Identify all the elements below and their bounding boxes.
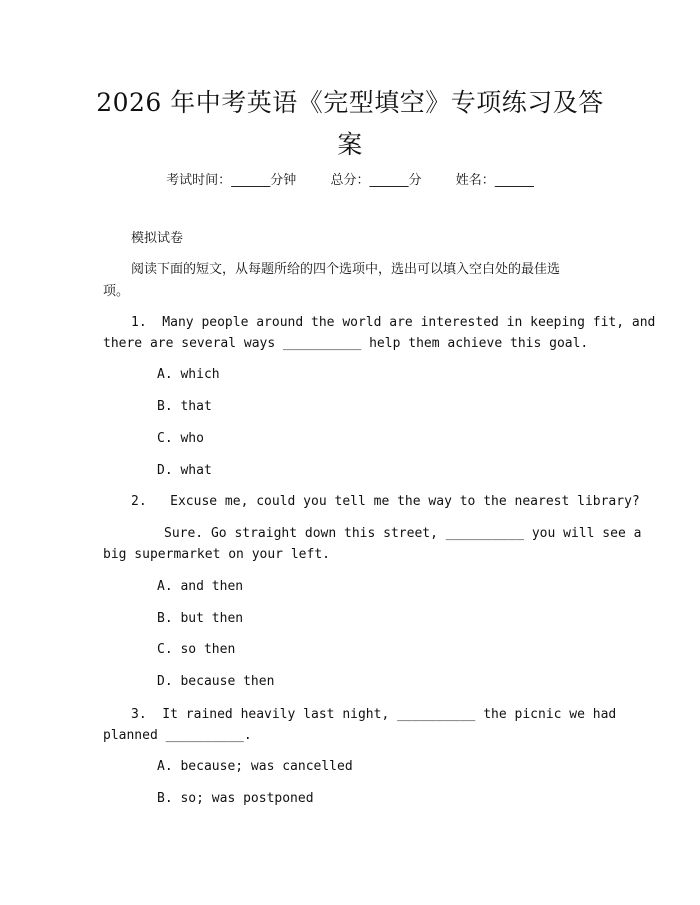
question-2-option-c: C. so then: [157, 642, 236, 657]
question-1-option-a: A. which: [157, 367, 220, 382]
time-unit: 分钟: [270, 173, 297, 188]
question-2-option-a: A. and then: [157, 579, 244, 594]
name-label: 姓名：: [455, 173, 495, 188]
question-1-line-2: there are several ways __________ help them achieve this goal.: [103, 336, 589, 351]
question-3-line-1: 3. It rained heavily last night, __________ the picnic we had: [131, 707, 617, 722]
document-title: [90, 82, 610, 166]
exam-meta: [0, 169, 700, 188]
name-blank: ______: [494, 173, 534, 188]
question-2-line-1: 2. Excuse me, could you tell me the way to the nearest library?: [131, 494, 640, 509]
score-blank: ______: [369, 173, 409, 188]
score-label: 总分：: [330, 173, 370, 188]
question-2-line-3: big supermarket on your left.: [103, 547, 330, 562]
question-1-option-d: D. what: [157, 463, 212, 478]
time-blank: ______: [231, 173, 271, 188]
question-2-option-b: B. but then: [157, 611, 244, 626]
question-1-line-1: 1. Many people around the world are interested in keeping fit, and: [131, 315, 656, 330]
instructions-line-2: 项。: [103, 284, 130, 299]
score-unit: 分: [408, 173, 422, 188]
question-2-option-d: D. because then: [157, 674, 275, 689]
instructions-line-1: 阅读下面的短文，从每题所给的四个选项中，选出可以填入空白处的最佳选: [131, 262, 561, 277]
question-3-option-b: B. so; was postponed: [157, 791, 314, 806]
question-2-line-2: Sure. Go straight down this street, __________ you will see a: [164, 526, 642, 541]
question-3-option-a: A. because; was cancelled: [157, 759, 353, 774]
title-line-1: 2026 年中考英语《完型填空》专项练习及答: [96, 88, 604, 117]
question-1-option-c: C. who: [157, 431, 204, 446]
question-3-line-2: planned __________.: [103, 728, 252, 743]
question-1-option-b: B. that: [157, 399, 212, 414]
section-title: 模拟试卷: [131, 231, 184, 246]
time-label: 考试时间：: [166, 173, 232, 188]
title-line-2: 案: [337, 130, 363, 159]
